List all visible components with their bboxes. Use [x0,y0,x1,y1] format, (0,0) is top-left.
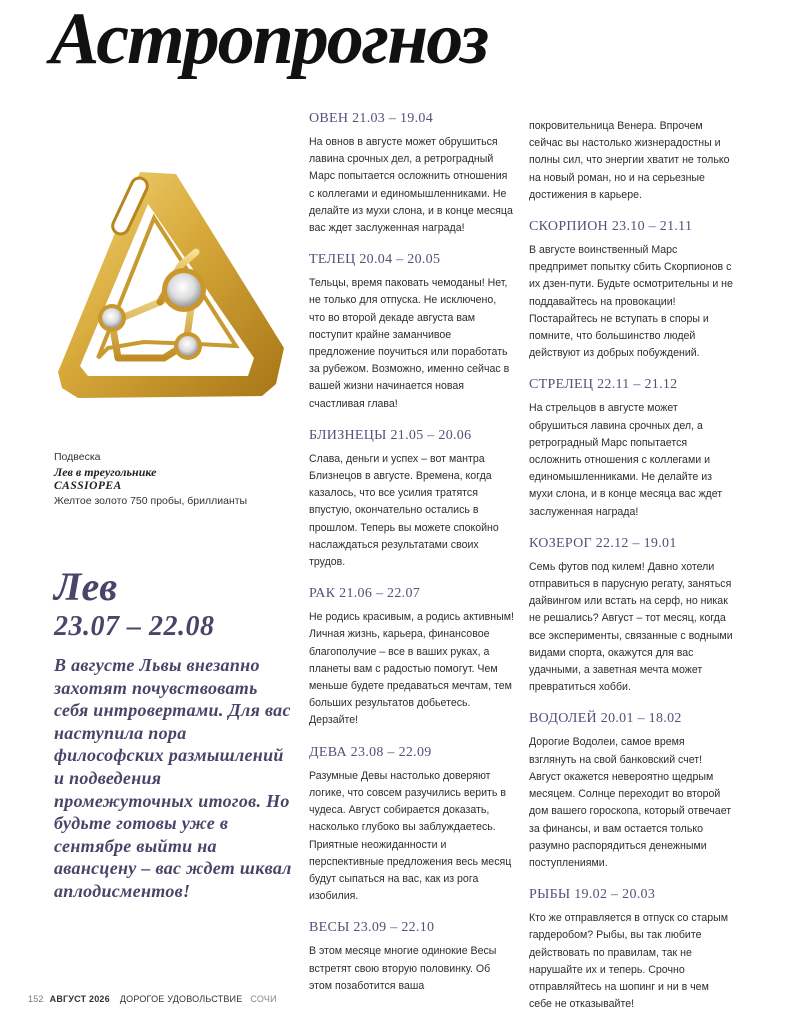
column-left [309,110,514,1009]
featured-sign [54,566,294,903]
sign-text: Разумные Девы настолько доверяют логике, что совсем разучились верить в чудеса. Август собирается доказать, насколько глубоко вы заблуждаетесь. Приятные неожиданности и перспективные предложения весь месяц будут сыпаться на вас, как из рога изобилия. [309,769,512,903]
sign-block [529,710,734,872]
sign-title: ВЕСЫ 23.09 – 22.10 [309,920,435,936]
product-caption [54,450,274,508]
featured-sign-name: Лев [54,564,118,609]
sign-text: На овнов в августе может обрушиться лавина срочных дел, а ретроградный Марс попытается осложнить отношения с коллегами и единомышленниками. Не делайте из мухи слона, и в конце месяца вас ждет заслуженная награда! [309,136,513,235]
sign-block [529,218,734,362]
sign-text-continued: покровительница Венера. Впрочем сейчас вы настолько жизнерадостны и полны сил, что энергии хватит не только на новый роман, но и на серьезные достижения в карьере. [529,120,730,201]
sign-block [309,585,514,729]
page-number: 152 [28,994,44,1004]
page-title: Астропрогноз [50,0,488,80]
sign-block [309,251,514,413]
sign-text: Дорогие Водолеи, самое время взглянуть на свой банковский счет! Август окажется невероятно щедрым месяцем. Солнце переходит во второй дом вашего гороскопа, который отвечает за финансы, и вам остается только разумно распорядиться денежными поступлениями. [529,736,732,869]
sign-title: ВОДОЛЕЙ 20.01 – 18.02 [529,711,682,727]
sign-block [309,110,514,237]
sign-block [309,744,514,906]
sign-text: Не родись красивым, а родись активным! Личная жизнь, карьера, финансовое благополучие – все в ваших руках, а планеты вам с радостью помогут. Чем меньше будете предаваться мечтам, тем больших результатов добьетесь. Дерзайте! [309,611,514,727]
sign-block [309,427,514,571]
sign-block [529,886,734,1013]
sign-block [529,535,734,697]
city-name: СОЧИ [250,994,277,1004]
sign-title: СКОРПИОН 23.10 – 21.11 [529,219,693,235]
sign-title: ДЕВА 23.08 – 22.09 [309,744,432,760]
sign-text: В этом месяце многие одинокие Весы встретят свою вторую половинку. Об этом позаботится ваша [309,945,497,992]
sign-text: Тельцы, время паковать чемоданы! Нет, не только для отпуска. Не исключено, что во второй декаде августа вам поступит крайне заманчивое предложение поучиться или поработать за рубежом. Возможно, именно сейчас в вашей жизни начинается новая счастливая глава! [309,277,510,410]
sign-title: ОВЕН 21.03 – 19.04 [309,111,434,126]
sign-block [309,919,514,995]
issue-label: АВГУСТ 2026 [49,994,110,1004]
product-name: Лев в треугольнике [54,464,157,479]
column-right [529,118,734,1024]
sign-text: В августе воинственный Марс предпримет попытку сбить Скорпионов с их дзен-пути. Будьте осмотрительны и не поддавайтесь на провокации! Постарайтесь не вступать в споры и помните, что большинство людей действуют из добрых побуждений. [529,244,733,360]
sign-text: Слава, деньги и успех – вот мантра Близнецов в августе. Времена, когда казалось, что все усилия тратятся впустую, окончательно остались в прошлом. Теперь вы можете спокойно наслаждаться результатами своих трудов. [309,452,499,569]
product-type: Подвеска [54,451,101,463]
magazine-name: ДОРОГОЕ УДОВОЛЬСТВИЕ [119,994,243,1004]
sign-title: ТЕЛЕЦ 20.04 – 20.05 [309,252,441,268]
page-footer [28,994,277,1004]
pendant-illustration [48,162,300,417]
sign-text: На стрельцов в августе может обрушиться лавина срочных дел, а ретроградный Марс попытается осложнить отношения с коллегами и единомышленниками. Не делайте из мухи слона, и в конце месяца вас ждет заслуженная награда! [529,402,723,518]
sign-title: РАК 21.06 – 22.07 [309,586,421,602]
pendant-image [48,162,300,417]
sign-text: Семь футов под килем! Давно хотели отправиться в парусную регату, заняться дайвингом или встать на серф, но никак не решались? Август – тот месяц, когда все эксперименты, связанные с водными видами спорта, окажутся для вас удачными, а заветная мечта может превратиться хобби. [529,560,733,694]
featured-sign-text: В августе Львы внезапно захотят почувствовать себя интровертами. Для вас наступила пора философских размышлений и подведения промежуточных итогов. Но будьте готовы уже в сентябре выйти на авансцену – вас ждет шквал аплодисментов! [54,655,292,901]
featured-sign-dates: 23.07 – 22.08 [54,611,215,642]
product-brand: CASSIOPEA [54,480,122,492]
sign-text: Кто же отправляется в отпуск со старым гардеробом? Рыбы, вы так любите действовать по правилам, так не нарушайте их и теперь. Срочно отправляйтесь на шопинг и ни в чем себе не отказывайте! [529,912,729,1011]
sign-block [529,376,734,520]
sign-title: РЫБЫ 19.02 – 20.03 [529,887,656,903]
sign-title: КОЗЕРОГ 22.12 – 19.01 [529,535,677,551]
sign-title: БЛИЗНЕЦЫ 21.05 – 20.06 [309,427,472,443]
product-material: Желтое золото 750 пробы, бриллианты [54,494,248,507]
sign-title: СТРЕЛЕЦ 22.11 – 21.12 [529,377,678,393]
